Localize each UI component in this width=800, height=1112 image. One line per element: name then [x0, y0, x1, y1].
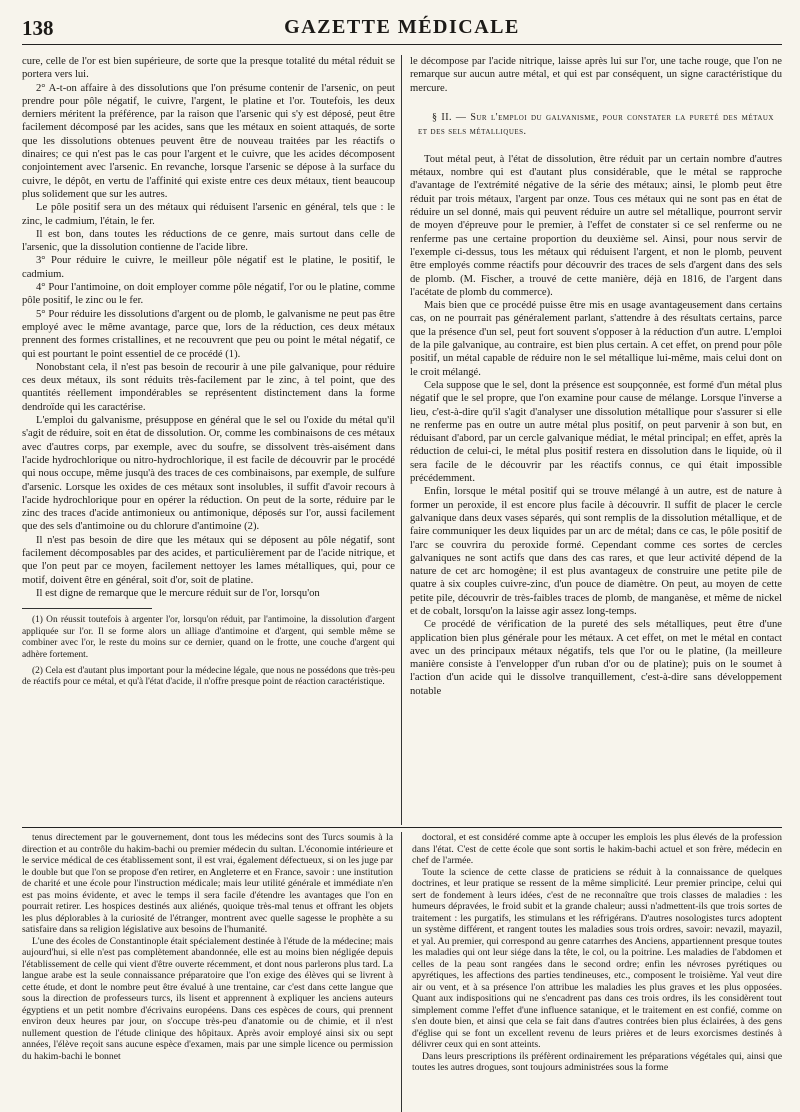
page-number: 138: [22, 16, 54, 40]
paragraph: Ce procédé de vérification de la pureté des sels métalliques, peut être d'une application bien plus générale pour les métaux. A cet effet, on met le métal en contact avec un des principaux métaux négatifs, tels que l'or ou le platine, (la meilleure manière consiste à l'envelopper d'un ruban d'or ou de platine); puis on le soumet à l'action d'un acide qui le dissolve tranquillement, c'est-à-dire sans développement notable: [410, 619, 782, 697]
paragraph: Enfin, lorsque le métal positif qui se trouve mélangé à un autre, est de nature à former un peroxide, il est encore plus facile à découvrir. Il suffit de placer le cercle galvanique dans deux vases séparés, qui sont remplis de la dissolution métallique, et de faire communiquer les deux liquides par un arc de métal; dans ce cas, le pôle positif de l'arc se couvrira du peroxide formé. Cependant comme ces sortes de cercles galvaniques ne sont actifs que dans des cas rares, et que leur activité dépend de la nature de cet arc homogène; il est plus avantageux de construire une petite pile de quatre à six couples cuivre-zinc, d'un pouce de diamètre. On peut, au moyen de cette petite pile, découvrir de très-faibles traces de plomb, de manganèse, et même de nickel et de cobalt, lorsqu'on la laisse agir assez long-temps.: [410, 486, 782, 617]
paragraph: L'une des écoles de Constantinople était spécialement destinée à l'étude de la médecine; mais aujourd'hui, si elle n'est pas complètement abandonnée, elle est au moins bien négligée depuis l'établissement de celle qui vient d'être ouverte récemment, et dont nous parlerons plus tard. La langue arabe est la seule connaissance préparatoire que l'on exige des élèves qui se livrent à cette étude, et dont le nombre peut être évalué à une trentaine, car c'est dans cette langue que sous la direction de professeurs turcs, ils lisent et apprennent à expliquer les anciens auteurs égyptiens et un petit nombre d'écrivains européens. Dans ces espèces de cours, qui prennent environ deux heures par jour, on s'occupe très-peu d'anatomie ou de chimie, et il n'est nullement question de l'étude clinique des hôpitaux. Après avoir employé ainsi six ou sept années, l'élève reçoit sans aucune espèce d'examen, mais par une simple licence ou permission du hakim-bachi le bonnet: [22, 935, 393, 1062]
paragraph: 4° Pour l'antimoine, on doit employer comme pôle négatif, l'or ou le platine, comme pôle positif, le zinc ou le fer.: [22, 282, 395, 307]
paragraph: tenus directement par le gouvernement, dont tous les médecins sont des Turcs soumis à la direction et au contrôle du hakim-bachi ou premier médecin du sultan. L'économie intérieure et le service médical de ces établissement sont, il est vrai, également défectueux, si on les juge par le double but que l'on se propose d'en retirer, en Angleterre et en France, savoir : une institution de charité et une école pour l'instruction médicale; mais leur utilité générale et immédiate n'en est pas moins évidente, et avec le temps il sera facile d'étendre les avantages que l'on en pourrait retirer. Les hospices destinés aux aliénés, quoique très-mal tenus et offrant les objets les plus déplorables à la curiosité de l'étranger, montrent avec quelle sagesse le prophète a su satisfaire dans sa religion législative aux besoins de l'humanité.: [22, 832, 393, 935]
upper-left-column: [22, 55, 402, 825]
footnote-separator: [22, 608, 152, 609]
lower-left-column: [22, 832, 402, 1112]
paragraph: Cela suppose que le sel, dont la présence est soupçonnée, est formé d'un métal plus négatif que le sel propre, que l'on examine pour cause de mélange. Lorsque l'inverse a lieu, c'est-à-dire qu'il s'agit d'analyser une dissolution métallique pour s'assurer si elle ne renferme pas en outre un autre métal plus positif, on peut parvenir à son but, en réduisant d'abord, par un cercle galvanique médiat, le métal principal; en effet, après la réduction de celui-ci, le métal plus positif restera en dissolution dans le liquide, où il sera facile de le découvrir par les réactifs connus, ce qui était impossible précédemment.: [410, 379, 782, 485]
paragraph: doctoral, et est considéré comme apte à occuper les emplois les plus élevés de la profession dans l'état. C'est de cette école que sont sortis le hakim-bachi actuel et son frère, médecin en chef de l'armée.: [412, 832, 782, 866]
paragraph: Il est bon, dans toutes les réductions de ce genre, mais surtout dans celle de l'arsenic, que la dissolution contienne de l'acide libre.: [22, 228, 395, 254]
paragraph: Mais bien que ce procédé puisse être mis en usage avantageusement dans certains cas, on ne pourrait pas généralement parlant, s'attendre à des résultats certains, parce que la présence d'un sel, peut fort souvent s'opposer à la réduction d'un autre. L'emploi de la pile galvanique, au contraire, est bien plus certain. A cet effet, on prend pour pôle positif, un métal capable de réduire non le sel métallique lui-même, mais celui dont on le croit mélangé.: [410, 300, 782, 378]
section-divider: [22, 827, 782, 828]
paragraph: Il n'est pas besoin de dire que les métaux qui se déposent au pôle négatif, sont facilement décomposables par des acides, et particulièrement par de l'acide nitrique, et que l'on peut par ce moyen, facilement nettoyer les lames métalliques, qui, pour ce motif, doivent être en général, soit d'or, soit de platine.: [22, 534, 395, 586]
paragraph: Il est digne de remarque que le mercure réduit sur de l'or, lorsqu'on: [36, 587, 320, 599]
paragraph: 3° Pour réduire le cuivre, le meilleur pôle négatif est le platine, le positif, le cadmium.: [22, 255, 395, 280]
section-heading: § II. — Sur l'emploi du galvanisme, pour constater la pureté des métaux et des sels métalliques.: [418, 111, 774, 137]
paragraph: Le pôle positif sera un des métaux qui réduisent l'arsenic en général, tels que : le zinc, le cadmium, l'étain, le fer.: [22, 202, 395, 227]
paragraph: Dans leurs prescriptions ils préfèrent ordinairement les préparations végétales qui, ainsi que toutes les autres drogues, sont toujours administrées sous la forme: [412, 1050, 782, 1073]
paragraph: le décompose par l'acide nitrique, laisse après lui sur l'or, une tache rouge, que l'on ne remarque sur aucun autre métal, et qui est par conséquent, un signe caractéristique du mercure.: [410, 56, 782, 94]
paragraph: Nonobstant cela, il n'est pas besoin de recourir à une pile galvanique, pour réduire ces deux métaux, ils sont réduits très-facilement par le zinc, à tel point, que des quantités réellement impondérables se représentent distinctement dans la forme dendroïde qui les caractérise.: [22, 361, 395, 413]
paragraph: cure, celle de l'or est bien supérieure, de sorte que la presque totalité du métal réduit se portera vers lui.: [22, 56, 395, 81]
upper-right-column: [402, 55, 782, 825]
footnote: (1) On réussit toutefois à argenter l'or, lorsqu'on réduit, par l'antimoine, la dissolution d'argent appliquée sur l'or. Il se forme alors un alliage d'antimoine et d'argent, qui semble même se combiner avec l'or, le reste du moins sur ce dernier, quand on le frotte, une couche d'argent qui adhère fortement.: [22, 615, 395, 660]
paragraph: L'emploi du galvanisme, présuppose en général que le sel ou l'oxide du métal qu'il s'agit de réduire, soit en état de dissolution. Or, comme les combinaisons de ces métaux avec d'autres corps, par exemple, avec du soufre, se dissolvent très-aisément dans l'acide hydrochlorique ou nitro-hydrochlorique, il est facile de découvrir par le procédé qui nous occupe, même jusqu'à des traces de ces combinaisons, par exemple, de sulfure d'arsenic. Lorsque les oxides de ces métaux sont insolubles, il suffit d'avoir recours à l'acide hydrochlorique pour en opérer la réduction. On peut de la sorte, réduire par le zinc des traces d'acide antimonieux ou antimonique, déposés sur l'or, aussi facilement que des sels d'antimoine ou du chlorure d'antimoine (2).: [22, 415, 395, 533]
lower-right-column: [402, 832, 782, 1112]
paragraph: 2° A-t-on affaire à des dissolutions que l'on présume contenir de l'arsenic, on peut prendre pour pôle négatif, le cuivre, l'argent, le platine et l'or. Toutefois, les deux derniers méritent la préférence, par la raison que l'arsenic qui s'y est déposé, peut être facilement décomposé par les acides, sans que les métaux en soient attaqués, de sorte que les dissolutions obtenues peuvent être de nouveau traitées par les réactifs o dinaires; ce qui n'est pas le cas pour l'argent et le cuivre, que les acides décomposent conjointement avec l'arsenic. En revanche, lorsque l'arsenic se dépose à la surface du cuivre, le dépôt, en vertu de l'affinité qui existe entre ces deux métaux, tient beaucoup plus solidement que sur les autres.: [22, 82, 395, 200]
upper-section: [22, 55, 782, 825]
running-title: GAZETTE MÉDICALE: [284, 16, 520, 38]
page-header: [22, 14, 782, 45]
footnote: (2) Cela est d'autant plus important pour la médecine légale, que nous ne possédons que très-peu de réactifs pour ce métal, et qu'à l'état d'acide, il n'offre presque point de réaction caractéristique.: [22, 665, 395, 688]
paragraph: Tout métal peut, à l'état de dissolution, être réduit par un certain nombre d'autres métaux, nombre qui est d'autant plus considérable, que le métal se rapproche d'avantage de l'extrémité négative de la série des métaux; ainsi, le plomb peut être réduit par trois métaux, l'argent par onze. Tous ces métaux qui ne sont pas en état de réduire un sel donné, mais qui peuvent réduire un autre sel métallique, pourront servir de moyen d'épreuve pour le premier, à l'effet de constater si ce sel renferme ou ne renferme pas une certaine proportion du deuxième sel. Ainsi, pour nous servir de l'exemple ci-dessus, tous les métaux qui réduisent l'argent, et non le plomb, peuvent être employés comme réactifs pour découvrir des traces de sels d'argent dans des sels de plomb. (M. Fischer, a trouvé de cette manière, déjà en 1816, de l'argent dans l'acétate de plomb du commerce).: [410, 153, 782, 298]
lower-section: [22, 832, 782, 1112]
paragraph: 5° Pour réduire les dissolutions d'argent ou de plomb, le galvanisme ne peut pas être employé avec le même avantage, parce que, lors de la réduction, ces deux métaux prennent des formes cristallines, et ne recouvrent que peu ou point le métal négatif, ce qui est pourtant le point essentiel de ce procédé (1).: [22, 308, 395, 360]
paragraph: Toute la science de cette classe de praticiens se réduit à la connaissance de quelques doctrines, et leur pratique se ressent de la même simplicité. Leur premier principe, celui qui sert de fondement à leurs idées, c'est de ne reconnaître que trois classes de maladies : les humeurs dépravées, le froid subit et la grande chaleur; aussi n'admettent-ils que trois sortes de traitement : les purgatifs, les stimulans et les réfrigérans. D'autres nosologistes turcs adoptent un système différent, et rangent toutes les maladies sous trois ordres, savoir: nevazil, mayazil, et yal. Au premier, qui correspond au genre catarrhes des Anciens, appartiennent presque toutes les maladies qui ont leur siége dans la tête, le col, ou la poitrine. Les maladies de l'abdomen et celles de la peau sont rangées dans le second ordre; enfin les névroses pyrétiques ou apyrétiques, les affections des parties tendineuses, etc., composent le troisième. Yal veut dire air ou vent, et à sa présence l'on attribue les maladies les plus graves et les plus opposées. Quant aux indispositions qui ne s'encadrent pas dans ces trois ordres, ils les considèrent tout simplement comme l'effet d'une influence satanique, et le traitement en est confié, comme on s'en doute bien, et ainsi que cela se fait dans d'autres contrées bien plus éclairées, à des gens d'église qui se font un excellent revenu de leurs prières et de leurs exorcismes destinés à délivrer ceux qui en sont atteints.: [412, 866, 782, 1050]
